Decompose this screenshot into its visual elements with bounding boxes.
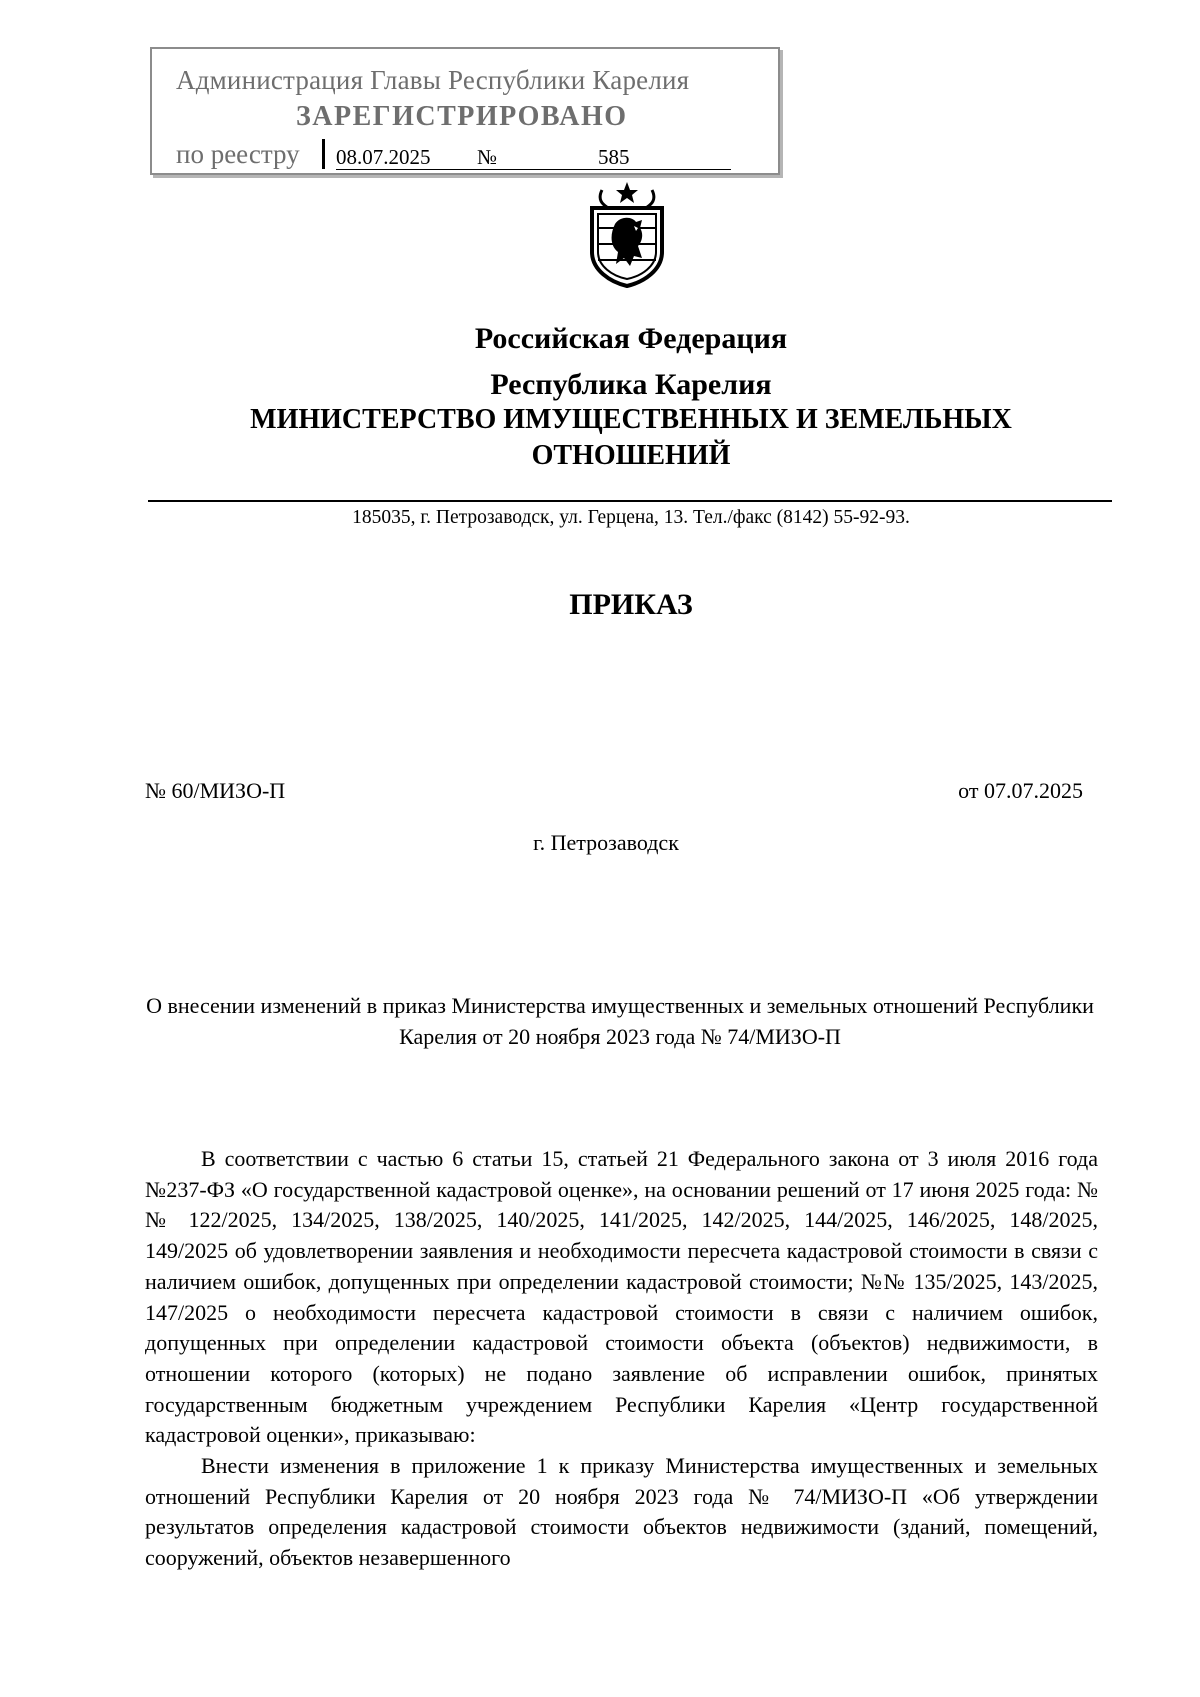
order-date: от 07.07.2025 xyxy=(958,778,1083,803)
order-body xyxy=(145,1144,1098,1574)
order-city: г. Петрозаводск xyxy=(533,830,679,855)
order-subject: О внесении изменений в приказ Министерства имущественных и земельных отношений Республики Карелия от 20 ноября 2023 года № 74/МИЗО-П xyxy=(146,993,1094,1049)
body-paragraph: В соответствии с частью 6 статьи 15, статьей 21 Федерального закона от 3 июля 2016 года №237-ФЗ «О государственной кадастровой оценке», на основании решений от 17 июня 2025 года: №№ 122/2025, 134/2025, 138/2025, 140/2025, 141/2025, 142/2025, 144/2025, 146/2025, 148/2025, 149/2025 об удовлетворении заявления и необходимости пересчета кадастровой стоимости в связи с наличием ошибок, допущенных при определении кадастровой стоимости; №№ 135/2025, 143/2025, 147/2025 о необходимости пересчета кадастровой стоимости в связи с наличием ошибок, допущенных при определении кадастровой стоимости объекта (объектов) недвижимости, в отношении которого (которых) не подано заявление об исправлении ошибок, принятых государственным бюджетным учреждением Республики Карелия «Центр государственной кадастровой оценки», приказываю: xyxy=(145,1146,1098,1448)
stamp-authority: Администрация Главы Республики Карелия xyxy=(176,65,690,95)
stamp-separator xyxy=(322,139,325,169)
republic-name: Республика Карелия xyxy=(490,368,772,401)
body-paragraph: Внести изменения в приложение 1 к приказу Министерства имущественных и земельных отношений Республики Карелия от 20 ноября 2023 года № 74/МИЗО-П «Об утверждении результатов определения кадастровой стоимости объектов недвижимости (зданий, помещений, сооружений, объектов незавершенного xyxy=(145,1453,1098,1571)
header-divider xyxy=(148,500,1112,502)
stamp-underline xyxy=(336,169,731,170)
country-name: Российская Федерация xyxy=(474,322,788,355)
ministry-name-line2: ОТНОШЕНИЙ xyxy=(531,440,731,471)
stamp-date: 08.07.2025 xyxy=(336,145,431,169)
stamp-number: 585 xyxy=(598,145,630,169)
ministry-name-line1: МИНИСТЕРСТВО ИМУЩЕСТВЕННЫХ И ЗЕМЕЛЬНЫХ xyxy=(250,404,1012,435)
document-type-title: ПРИКАЗ xyxy=(569,588,693,621)
stamp-number-sign: № xyxy=(477,145,498,169)
karelia-coat-of-arms-icon xyxy=(582,180,672,288)
stamp-registered: ЗАРЕГИСТРИРОВАНО xyxy=(296,101,628,132)
stamp-registry-label: по реестру xyxy=(176,139,300,169)
registration-stamp xyxy=(150,47,780,175)
order-number: № 60/МИЗО-П xyxy=(145,778,286,803)
ministry-address: 185035, г. Петрозаводск, ул. Герцена, 13. Тел./факс (8142) 55-92-93. xyxy=(352,507,910,528)
